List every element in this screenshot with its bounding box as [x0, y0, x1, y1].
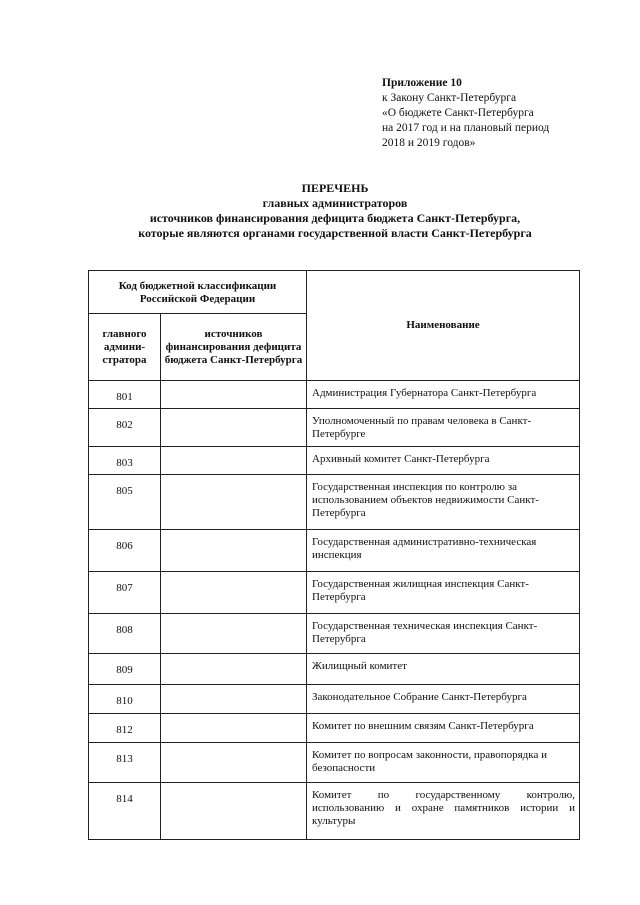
admin-name: Уполномоченный по правам человека в Санкт-Петербурге	[307, 409, 580, 447]
admin-code: 801	[89, 381, 161, 409]
table-row	[89, 381, 580, 409]
sources-code	[161, 685, 307, 714]
table-row	[89, 475, 580, 530]
admin-code: 805	[89, 475, 161, 530]
sources-code	[161, 530, 307, 572]
admin-code: 802	[89, 409, 161, 447]
header-sources-code: источников финансирования дефицита бюджета Санкт-Петербурга	[161, 314, 307, 381]
table-row	[89, 685, 580, 714]
heading-line: которые являются органами государственной власти Санкт-Петербурга	[138, 226, 532, 240]
admin-code: 806	[89, 530, 161, 572]
admin-name: Государственная административно-техническая инспекция	[307, 530, 580, 572]
table-row	[89, 714, 580, 743]
sources-code	[161, 381, 307, 409]
header-kbk: Код бюджетной классификации Российской Федерации	[89, 271, 307, 314]
appendix-block	[382, 76, 622, 151]
header-admin-code: главного админи-стратора	[89, 314, 161, 381]
heading-line: главных администраторов	[262, 196, 408, 210]
sources-code	[161, 654, 307, 685]
admin-code: 812	[89, 714, 161, 743]
admin-code: 810	[89, 685, 161, 714]
administrators-table	[88, 270, 580, 840]
admin-code: 814	[89, 783, 161, 840]
table-row	[89, 654, 580, 685]
appendix-line: «О бюджете Санкт-Петербурга	[382, 107, 534, 119]
heading-title: ПЕРЕЧЕНЬ	[301, 181, 369, 195]
admin-name: Государственная инспекция по контролю за использованием объектов недвижимости Санкт-Петербурга	[307, 475, 580, 530]
sources-code	[161, 743, 307, 783]
appendix-title: Приложение 10	[382, 77, 462, 89]
document-heading	[80, 181, 590, 241]
admin-name: Архивный комитет Санкт-Петербурга	[307, 447, 580, 475]
sources-code	[161, 783, 307, 840]
admin-name: Государственная жилищная инспекция Санкт-Петербурга	[307, 572, 580, 614]
admin-name: Законодательное Собрание Санкт-Петербурга	[307, 685, 580, 714]
table-row	[89, 530, 580, 572]
sources-code	[161, 614, 307, 654]
table-row	[89, 743, 580, 783]
table-row	[89, 614, 580, 654]
admin-name: Жилищный комитет	[307, 654, 580, 685]
sources-code	[161, 447, 307, 475]
sources-code	[161, 475, 307, 530]
appendix-line: 2018 и 2019 годов»	[382, 137, 476, 149]
admin-code: 808	[89, 614, 161, 654]
admin-code: 803	[89, 447, 161, 475]
heading-line: источников финансирования дефицита бюджета Санкт-Петербурга,	[149, 211, 521, 225]
admin-code: 813	[89, 743, 161, 783]
appendix-line: на 2017 год и на плановый период	[382, 122, 550, 134]
admin-name: Комитет по вопросам законности, правопорядка и безопасности	[307, 743, 580, 783]
admin-name: Государственная техническая инспекция Санкт-Петерубрга	[307, 614, 580, 654]
appendix-line: к Закону Санкт-Петербурга	[382, 92, 517, 104]
admin-name: Комитет по внешним связям Санкт-Петербурга	[307, 714, 580, 743]
admin-name: Комитет по государственному контролю, использованию и охране памятников истории и культуры	[307, 783, 580, 840]
sources-code	[161, 409, 307, 447]
table-row	[89, 447, 580, 475]
sources-code	[161, 714, 307, 743]
admin-code: 809	[89, 654, 161, 685]
header-name: Наименование	[307, 271, 580, 381]
table-row	[89, 783, 580, 840]
sources-code	[161, 572, 307, 614]
admin-code: 807	[89, 572, 161, 614]
table-row	[89, 572, 580, 614]
admin-name: Администрация Губернатора Санкт-Петербурга	[307, 381, 580, 409]
table-row	[89, 409, 580, 447]
